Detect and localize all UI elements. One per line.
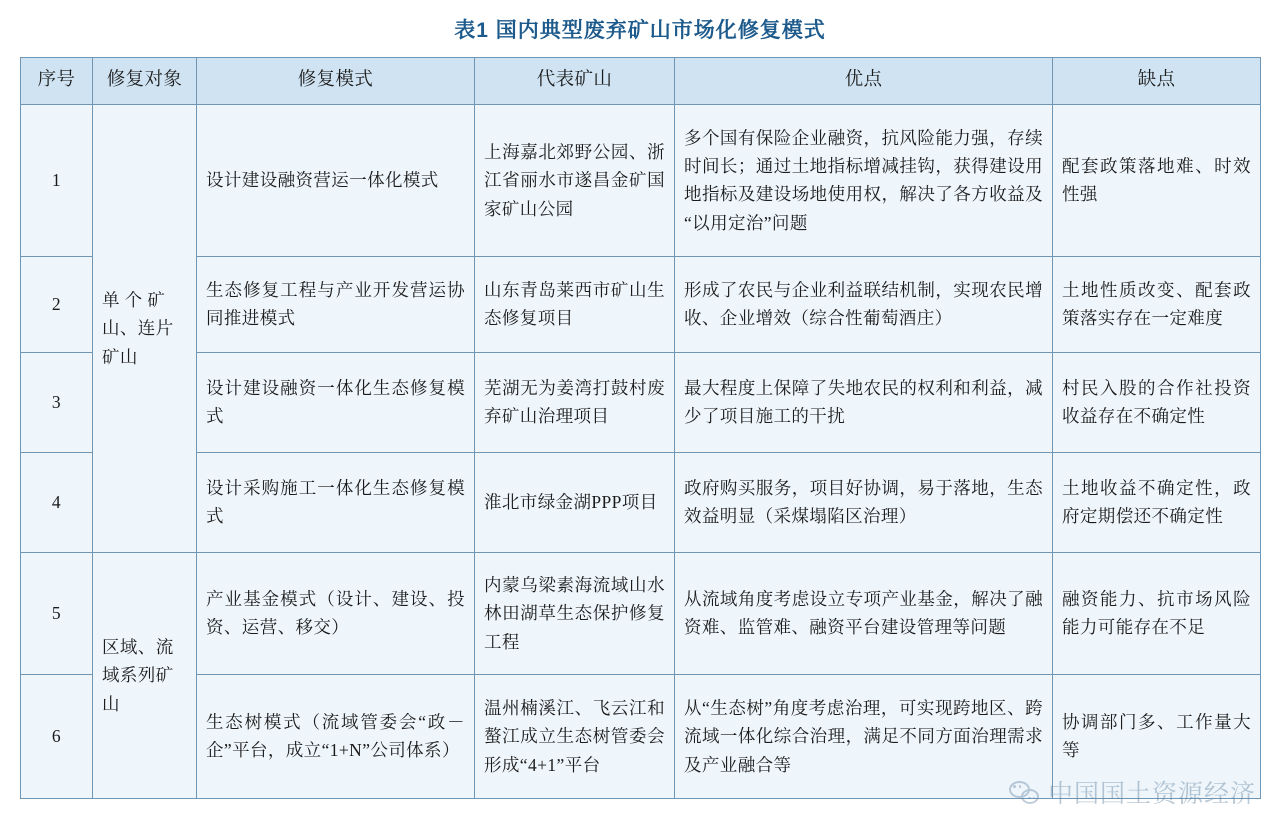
cell-cons: 村民入股的合作社投资收益存在不确定性 (1053, 352, 1261, 452)
cell-mine: 山东青岛莱西市矿山生态修复项目 (475, 256, 675, 352)
cell-mine: 温州楠溪江、飞云江和螯江成立生态树管委会形成“4+1”平台 (475, 674, 675, 798)
column-header-pros: 优点 (675, 58, 1053, 105)
cell-mine: 内蒙乌梁素海流域山水林田湖草生态保护修复工程 (475, 552, 675, 674)
column-header-object: 修复对象 (93, 58, 197, 105)
cell-mode: 生态树模式（流域管委会“政－企”平台，成立“1+N”公司体系） (197, 674, 475, 798)
cell-index: 1 (21, 104, 93, 256)
cell-pros: 从“生态树”角度考虑治理，可实现跨地区、跨流域一体化综合治理，满足不同方面治理需求及产业融合等 (675, 674, 1053, 798)
cell-mine: 上海嘉北郊野公园、浙江省丽水市遂昌金矿国家矿山公园 (475, 104, 675, 256)
table-container (20, 57, 1260, 799)
cell-cons: 配套政策落地难、时效性强 (1053, 104, 1261, 256)
cell-index: 4 (21, 452, 93, 552)
cell-mine: 淮北市绿金湖PPP项目 (475, 452, 675, 552)
cell-mode: 产业基金模式（设计、建设、投资、运营、移交） (197, 552, 475, 674)
cell-pros: 多个国有保险企业融资，抗风险能力强，存续时间长；通过土地指标增减挂钩，获得建设用地指标及建设场地使用权，解决了各方收益及“以用定治”问题 (675, 104, 1053, 256)
cell-mode: 设计采购施工一体化生态修复模式 (197, 452, 475, 552)
table-row (21, 452, 1261, 552)
cell-cons: 土地性质改变、配套政策落实存在一定难度 (1053, 256, 1261, 352)
cell-cons: 协调部门多、工作量大等 (1053, 674, 1261, 798)
cell-cons: 土地收益不确定性，政府定期偿还不确定性 (1053, 452, 1261, 552)
column-header-mine: 代表矿山 (475, 58, 675, 105)
cell-mode: 设计建设融资营运一体化模式 (197, 104, 475, 256)
cell-index: 3 (21, 352, 93, 452)
cell-cons: 融资能力、抗市场风险能力可能存在不足 (1053, 552, 1261, 674)
column-header-cons: 缺点 (1053, 58, 1261, 105)
cell-mine: 芜湖无为姜湾打鼓村废弃矿山治理项目 (475, 352, 675, 452)
column-header-mode: 修复模式 (197, 58, 475, 105)
table-row (21, 674, 1261, 798)
table-row (21, 352, 1261, 452)
table-row (21, 104, 1261, 256)
table-header (21, 58, 1261, 105)
watermark-label: 中国国土资源经济 (1047, 780, 1256, 808)
cell-pros: 从流域角度考虑设立专项产业基金，解决了融资难、监管难、融资平台建设管理等问题 (675, 552, 1053, 674)
column-header-index: 序号 (21, 58, 93, 105)
cell-index: 2 (21, 256, 93, 352)
table-row (21, 552, 1261, 674)
cell-pros: 最大程度上保障了失地农民的权利和利益，减少了项目施工的干扰 (675, 352, 1053, 452)
cell-object: 区域、流域系列矿山 (93, 552, 197, 798)
cell-index: 5 (21, 552, 93, 674)
cell-mode: 生态修复工程与产业开发营运协同推进模式 (197, 256, 475, 352)
header-row (21, 58, 1261, 105)
cell-index: 6 (21, 674, 93, 798)
cell-mode: 设计建设融资一体化生态修复模式 (197, 352, 475, 452)
page-title: 表1 国内典型废弃矿山市场化修复模式 (454, 19, 826, 42)
cell-pros: 政府购买服务，项目好协调，易于落地，生态效益明显（采煤塌陷区治理） (675, 452, 1053, 552)
cell-object: 单 个 矿山、连片矿山 (93, 104, 197, 552)
restoration-modes-table (20, 57, 1261, 799)
table-body (21, 104, 1261, 798)
table-row (21, 256, 1261, 352)
cell-pros: 形成了农民与企业利益联结机制，实现农民增收、企业增效（综合性葡萄酒庄） (675, 256, 1053, 352)
